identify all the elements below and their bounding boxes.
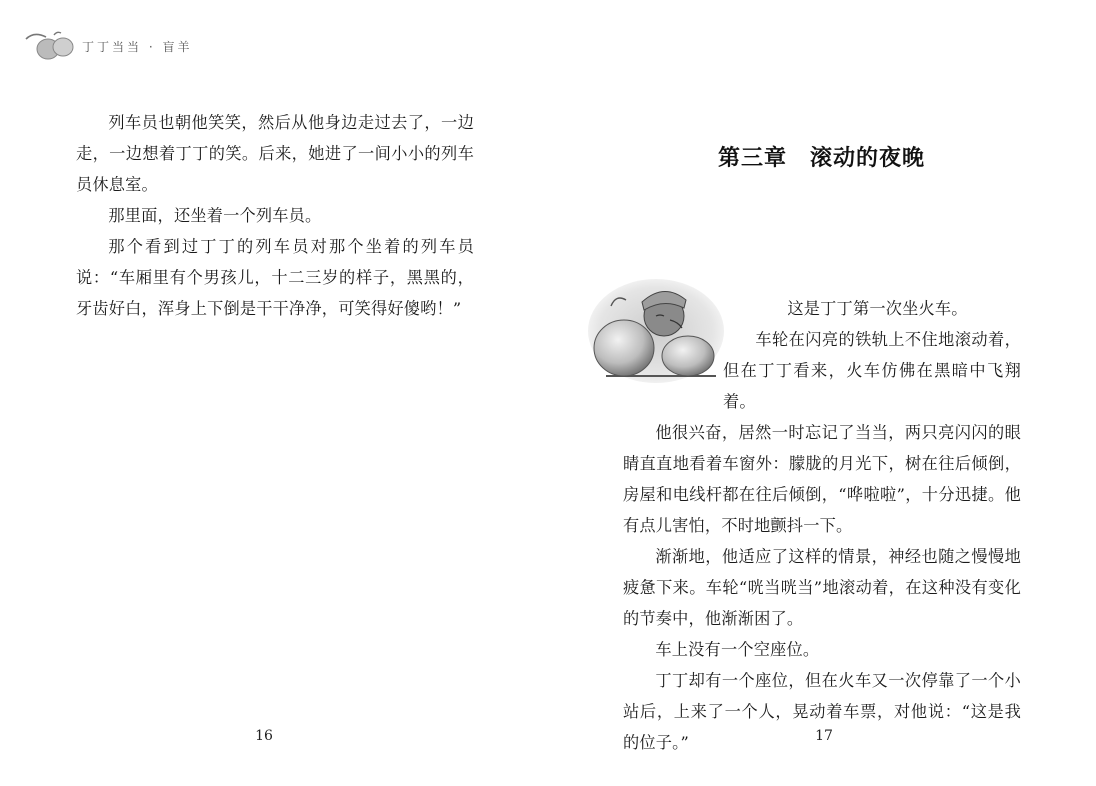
paragraph: 列车员也朝他笑笑，然后从他身边走过去了，一边走，一边想着丁丁的笑。后来，她进了一间小小的列车员休息室。 [76,113,474,194]
right-page-body [623,293,1021,758]
page-number-left: 16 [255,728,273,744]
paragraph: 那个看到过丁丁的列车员对那个坐着的列车员说：“车厢里有个男孩儿，十二三岁的样子，黑黑的，牙齿好白，浑身上下倒是干干净净，可笑得好傻哟！” [76,237,474,318]
page-number-right: 17 [815,728,833,744]
paragraph: 车轮在闪亮的铁轨上不住地滚动着，但在丁丁看来，火车仿佛在黑暗中飞翔着。 [723,330,1021,411]
right-page [548,0,1096,786]
paragraph: 渐渐地，他适应了这样的情景，神经也随之慢慢地疲惫下来。车轮“咣当咣当”地滚动着，在这种没有变化的节奏中，他渐渐困了。 [623,547,1021,628]
paragraph: 那里面，还坐着一个列车员。 [108,206,322,225]
series-name: 丁丁当当 · 盲羊 [82,39,193,54]
paragraph: 他很兴奋，居然一时忘记了当当，两只亮闪闪的眼睛直直地看着车窗外：朦胧的月光下，树在往后倾倒，房屋和电线杆都在往后倾倒，“哗啦啦”，十分迅捷。他有点儿害怕，不时地颤抖一下。 [623,423,1021,535]
paragraph: 车上没有一个空座位。 [655,640,820,659]
paragraph: 丁丁却有一个座位，但在火车又一次停靠了一个小站后，上来了一个人，晃动着车票，对他说：“这是我的位子。” [623,671,1021,752]
paragraph: 这是丁丁第一次坐火车。 [787,299,968,318]
left-page-body [76,107,474,324]
chapter-title: 第三章 滚动的夜晚 [718,145,926,171]
